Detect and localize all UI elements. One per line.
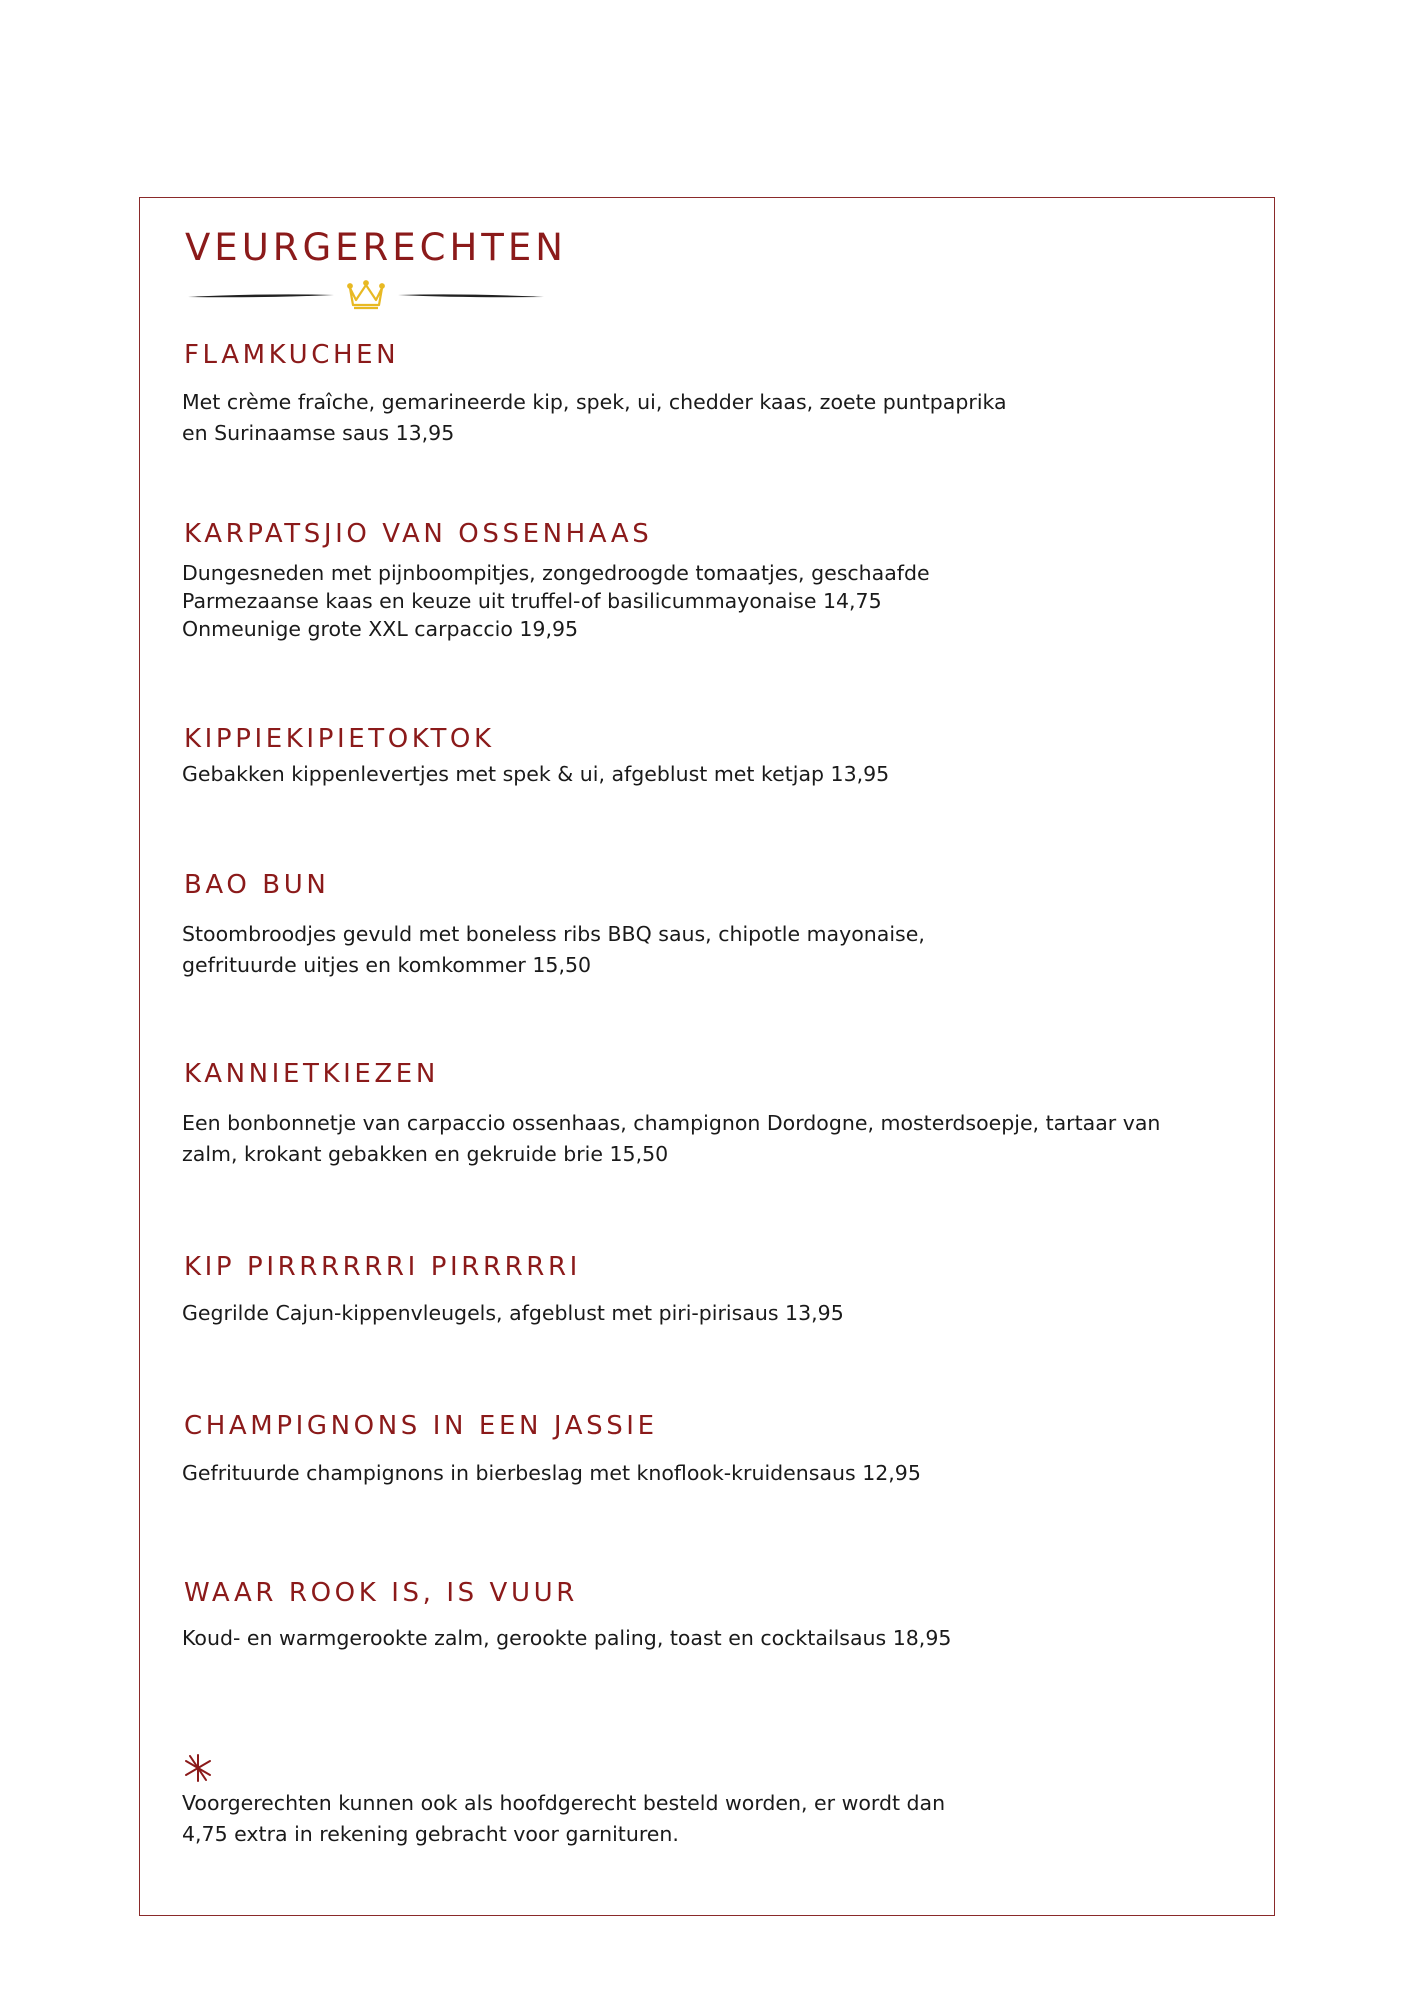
- menu-item-description: Koud- en warmgerookte zalm, gerookte paling, toast en cocktailsaus 18,95: [182, 1626, 952, 1650]
- menu-item-title: CHAMPIGNONS IN EEN JASSIE: [184, 1411, 658, 1441]
- crown-icon: [348, 281, 384, 308]
- menu-item-title: FLAMKUCHEN: [184, 340, 400, 370]
- menu-item-title: KANNIETKIEZEN: [184, 1059, 439, 1089]
- menu-item-title: WAAR ROOK IS, IS VUUR: [184, 1578, 578, 1608]
- asterisk-icon: [183, 1753, 213, 1783]
- menu-item-description: Dungesneden met pijnboompitjes, zongedroogde tomaatjes, geschaafde Parmezaanse kaas en keuze uit truffel-of basilicummayonaise 14,75 Onmeunige grote XXL carpaccio 19,95: [182, 561, 930, 641]
- menu-frame: [139, 197, 1275, 1916]
- menu-item-description: Gebakken kippenlevertjes met spek & ui, afgeblust met ketjap 13,95: [182, 762, 890, 786]
- footnote: Voorgerechten kunnen ook als hoofdgerecht besteld worden, er wordt dan 4,75 extra in rekening gebracht voor garnituren.: [182, 1791, 946, 1846]
- menu-item-description: Met crème fraîche, gemarineerde kip, spek, ui, chedder kaas, zoete puntpaprika en Surinaamse saus 13,95: [182, 390, 1007, 445]
- menu-item-title: BAO BUN: [184, 870, 330, 900]
- menu-item-title: KIP PIRRRRRRI PIRRRRRI: [184, 1252, 581, 1282]
- crown-divider: [188, 276, 544, 312]
- menu-item-title: KIPPIEKIPIETOKTOK: [184, 724, 495, 754]
- menu-item-description: Stoombroodjes gevuld met boneless ribs BBQ saus, chipotle mayonaise, gefrituurde uitjes en komkommer 15,50: [182, 922, 925, 977]
- menu-item-description: Een bonbonnetje van carpaccio ossenhaas, champignon Dordogne, mosterdsoepje, tartaar van zalm, krokant gebakken en gekruide brie 15,50: [182, 1111, 1161, 1166]
- menu-item-description: Gefrituurde champignons in bierbeslag met knoflook-kruidensaus 12,95: [182, 1461, 921, 1485]
- menu-item-description: Gegrilde Cajun-kippenvleugels, afgeblust met piri-pirisaus 13,95: [182, 1301, 844, 1325]
- menu-item-title: KARPATSJIO VAN OSSENHAAS: [184, 519, 653, 549]
- page-title: VEURGERECHTEN: [185, 226, 567, 269]
